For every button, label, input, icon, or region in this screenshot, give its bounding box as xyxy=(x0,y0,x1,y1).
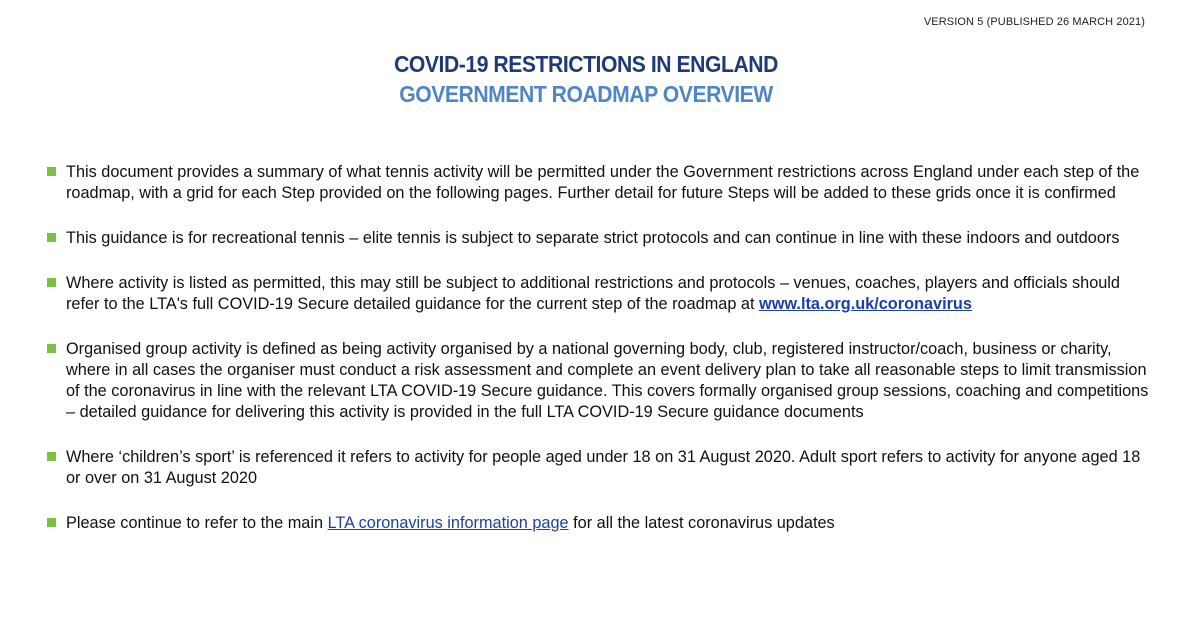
bullet-item-organised-group xyxy=(47,339,1157,423)
page-subtitle: GOVERNMENT ROADMAP OVERVIEW xyxy=(399,81,773,107)
bullet-item-summary xyxy=(47,162,1157,204)
bullet-text: Where ‘children’s sport’ is referenced it refers to activity for people aged under 18 on 31 August 2020. Adult sport refers to activity for anyone aged 18 or over on 31 August 2020 xyxy=(66,448,1141,487)
bullet-square-icon xyxy=(47,167,56,176)
lta-info-page-link[interactable]: LTA coronavirus information page xyxy=(327,514,569,532)
bullet-square-icon xyxy=(47,518,56,527)
bullet-text: Where activity is listed as permitted, this may still be subject to additional restrictions and protocols – venues, coaches, players and officials should refer to the LTA's full COVID-19 Secure detailed guidance for the current step of the roadmap at xyxy=(66,274,1120,313)
bullet-text: This document provides a summary of what tennis activity will be permitted under the Government restrictions across England under each step of the roadmap, with a grid for each Step provided on the following pages. Further detail for future Steps will be added to these grids once it is confirmed xyxy=(66,163,1140,202)
bullet-square-icon xyxy=(47,278,56,287)
bullet-text: Organised group activity is defined as being activity organised by a national governing body, club, registered instructor/coach, business or charity, where in all cases the organiser must conduct a risk assessment and complete an event delivery plan to take all reasonable steps to limit transmission of the coronavirus in line with the relevant LTA COVID-19 Secure guidance. This covers formally organised group sessions, coaching and competitions – detailed guidance for delivering this activity is provided in the full LTA COVID-19 Secure guidance documents xyxy=(66,340,1149,421)
bullet-item-childrens-sport xyxy=(47,447,1157,489)
version-label: VERSION 5 (PUBLISHED 26 MARCH 2021) xyxy=(923,16,1145,28)
page-title: COVID-19 RESTRICTIONS IN ENGLAND xyxy=(394,51,778,77)
bullet-item-info-page xyxy=(47,513,1157,534)
bullet-square-icon xyxy=(47,452,56,461)
bullet-item-permitted xyxy=(47,273,1157,315)
bullet-square-icon xyxy=(47,233,56,242)
bullet-square-icon xyxy=(47,344,56,353)
bullet-text: This guidance is for recreational tennis – elite tennis is subject to separate strict protocols and can continue in line with these indoors and outdoors xyxy=(66,229,1120,247)
lta-coronavirus-url-link[interactable]: www.lta.org.uk/coronavirus xyxy=(759,295,972,313)
bullet-list xyxy=(47,162,1157,534)
bullet-text: Please continue to refer to the main xyxy=(66,514,328,532)
bullet-item-recreational xyxy=(47,228,1157,249)
title-block xyxy=(0,50,1172,108)
bullet-text-after: for all the latest coronavirus updates xyxy=(568,514,835,532)
